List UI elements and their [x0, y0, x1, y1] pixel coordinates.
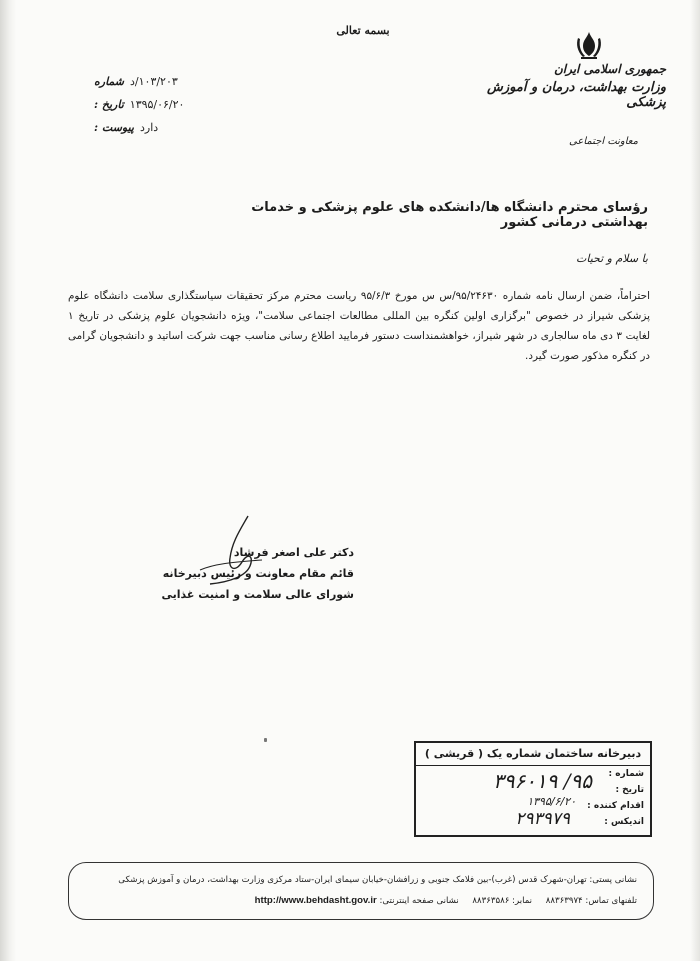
ministry-name: وزارت بهداشت، درمان و آموزش پزشکی [487, 80, 666, 110]
deputy-office: معاونت اجتماعی [569, 136, 638, 147]
number-value: ۱۰۳/۲۰۳/د [130, 75, 178, 88]
stamp-date-value: ۱۳۹۵/۶/۲۰ [527, 795, 576, 808]
letter-greeting: با سلام و تحیات [576, 252, 648, 265]
letter-addressee: رؤسای محترم دانشگاه ها/دانشکده های علوم پزشکی و خدمات بهداشتی درمانی کشور [251, 200, 648, 230]
stamp-doc-label: اقدام کننده : [587, 801, 644, 811]
registry-stamp [414, 741, 652, 837]
iran-emblem-icon [571, 30, 607, 60]
footer-website-link[interactable]: http://www.behdasht.gov.ir [254, 895, 377, 906]
footer-contacts [85, 895, 637, 906]
signatory-title-1: قائم مقام معاونت و رئیس دبیرخانه [162, 567, 354, 580]
letter-meta [94, 70, 214, 139]
meta-attachment-row [94, 116, 214, 139]
footer-address: نشانی پستی: تهران-شهرک قدس (غرب)-بین فلامک جنوبی و زرافشان-خیابان سیمای ایران-ستاد مرکزی وزارت بهداشت، درمان و آموزش پزشکی [118, 875, 637, 885]
stamp-index-label: اندیکس : [604, 817, 644, 827]
stamp-number-value: ۹۵/ ۳۹۶۰۱۹ [492, 769, 592, 793]
number-label: شماره [94, 75, 125, 88]
signatory-name: دکتر علی اصغر فرشاد [233, 546, 354, 559]
attachment-value: دارد [139, 121, 159, 134]
signature-block [154, 542, 354, 605]
stamp-title: دبیرخانه ساختمان شماره یک ( قریشی ) [416, 743, 650, 766]
signatory-title-2: شورای عالی سلامت و امنیت غذایی [161, 588, 354, 601]
ministry-letterhead [486, 62, 666, 110]
stamp-date-label: تاریخ : [615, 785, 644, 795]
date-label: تاریخ : [94, 98, 124, 111]
letter-body: احتراماً، ضمن ارسال نامه شماره ۹۵/۲۴۶۳۰/س س مورخ ۹۵/۶/۳ ریاست محترم مرکز تحقیقات سیاستگذاری سلامت دانشگاه علوم پزشکی شیراز در خصوص "برگزاری اولین کنگره بین المللی مطالعات اجتماعی سلامت"، ویژه دانشجویان علوم پزشکی در تاریخ ۱ لغایت ۳ دی ماه سالجاری در شهر شیراز، خواهشمنداست دستور فرمایید اطلاع رسانی مناسب جهت شرکت اساتید و دانشجویان گرامی در کنگره مذکور صورت گیرد. [68, 290, 651, 362]
scan-speck [264, 738, 267, 742]
attachment-label: پیوست : [94, 121, 134, 134]
footer-website-label: نشانی صفحه اینترنتی: [379, 896, 459, 906]
bismillah-heading: بسمه تعالی [336, 24, 390, 37]
meta-number-row [94, 70, 214, 93]
stamp-index-value: ۲۹۳۹۷۹ [515, 809, 570, 829]
footer-fax: نمابر: ۸۸۳۶۳۵۸۶ [472, 896, 533, 906]
letter-footer [68, 862, 654, 920]
ministry-country: جمهوری اسلامی ایران [553, 62, 666, 76]
scan-edge-left [0, 0, 16, 961]
scan-edge-right [690, 0, 700, 961]
footer-phone: تلفنهای تماس: ۸۸۳۶۳۹۷۴ [545, 896, 637, 906]
meta-date-row [94, 93, 214, 116]
stamp-number-label: شماره : [608, 769, 644, 779]
date-value: ۱۳۹۵/۰۶/۲۰ [129, 98, 185, 111]
